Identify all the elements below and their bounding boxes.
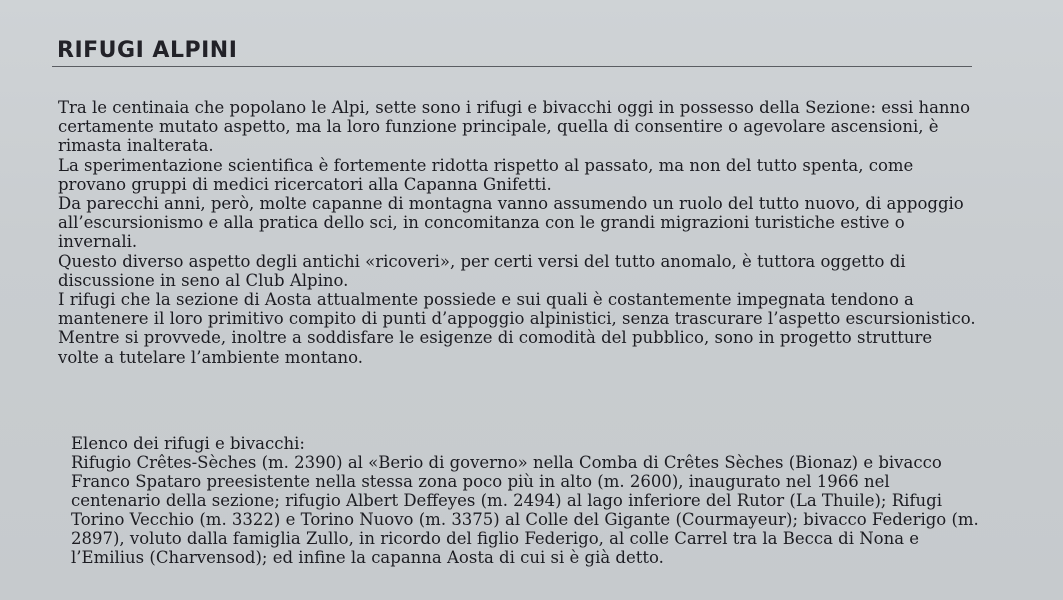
paragraph: I rifugi che la sezione di Aosta attualmente possiede e sui quali è costantemente impegnata tendono a mantenere il loro primitivo compito di punti d’appoggio alpinistici, senza trascurare l’aspetto escursionistico. [58, 290, 976, 329]
list-title: Elenco dei rifugi e bivacchi: [71, 434, 305, 453]
intro-text [58, 98, 978, 367]
paragraph: La sperimentazione scientifica è fortemente ridotta rispetto al passato, ma non del tutto spenta, come provano gruppi di medici ricercatori alla Capanna Gnifetti. [58, 155, 914, 194]
paragraph: Da parecchi anni, però, molte capanne di montagna vanno assumendo un ruolo del tutto nuovo, di appoggio all’escursionismo e alla pratica dello sci, in concomitanza con le grandi migrazioni turistiche estive o invernali. [58, 194, 964, 252]
paragraph: Tra le centinaia che popolano le Alpi, sette sono i rifugi e bivacchi oggi in possesso della Sezione: essi hanno certamente mutato aspetto, ma la loro funzione principale, quella di consentire o agevolare ascensioni, è rimasta inalterata. [58, 98, 971, 156]
section-heading: RIFUGI ALPINI [57, 38, 238, 63]
heading-rule [52, 66, 972, 67]
paragraph: Questo diverso aspetto degli antichi «ricoveri», per certi versi del tutto anomalo, è tuttora oggetto di discussione in seno al Club Alpino. [58, 251, 906, 290]
paragraph: Mentre si provvede, inoltre a soddisfare le esigenze di comodità del pubblico, sono in progetto strutture volte a tutelare l’ambiente montano. [58, 328, 933, 367]
list-text: Rifugio Crêtes-Sèches (m. 2390) al «Berio di governo» nella Comba di Crêtes Sèches (Bionaz) e bivacco Franco Spataro preesistente nella stessa zona poco più in alto (m. 2600), inaugurato nel 1966 nel centenario della sezione; rifugio Albert Deffeyes (m. 2494) al lago inferiore del Rutor (La Thuile); Rifugi Torino Vecchio (m. 3322) e Torino Nuovo (m. 3375) al Colle del Gigante (Courmayeur); bivacco Federigo (m. 2897), voluto dalla famiglia Zullo, in ricordo del figlio Federigo, al colle Carrel tra la Becca di Nona e l’Emilius (Charvensod); ed infine la capanna Aosta di cui si è già detto. [71, 453, 979, 567]
refuge-list-section [71, 434, 981, 567]
